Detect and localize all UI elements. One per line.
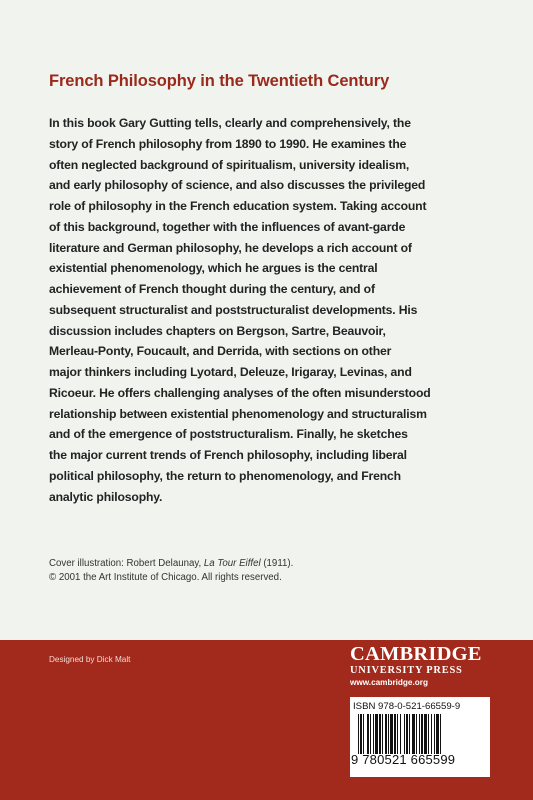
barcode-digits: 9 780521 665599 — [351, 752, 456, 767]
blurb-line: of this background, together with the influences of avant-garde — [49, 219, 406, 234]
barcode-panel — [350, 697, 490, 777]
blurb-line: existential phenomenology, which he argues is the central — [49, 261, 378, 276]
isbn-label: ISBN 978-0-521-66559-9 — [353, 701, 461, 712]
blurb-line: relationship between existential phenomenology and structuralism — [49, 406, 427, 421]
cover-credit — [49, 557, 293, 585]
publisher-subtitle: UNIVERSITY PRESS — [350, 665, 463, 676]
blurb-line: the major current trends of French philosophy, including liberal — [49, 448, 407, 462]
credit-prefix: Cover illustration: Robert Delaunay, — [49, 558, 204, 569]
book-title: French Philosophy in the Twentieth Century — [49, 72, 390, 90]
copyright-line: © 2001 the Art Institute of Chicago. All rights reserved. — [49, 572, 282, 583]
credit-work-title: La Tour Eiffel — [203, 558, 261, 569]
blurb-line: In this book Gary Gutting tells, clearly and comprehensively, the — [49, 116, 411, 130]
book-blurb — [49, 113, 509, 507]
publisher-logo — [350, 644, 490, 689]
blurb-line: often neglected background of spiritualism, university idealism, — [49, 157, 410, 172]
blurb-line: Ricoeur. He offers challenging analyses of the often misunderstood — [49, 385, 431, 400]
blurb-line: major thinkers including Lyotard, Deleuze, Irigaray, Levinas, and — [49, 365, 412, 379]
blurb-line: analytic philosophy. — [49, 489, 163, 504]
blurb-line: subsequent structuralist and poststructuralist developments. His — [49, 302, 418, 317]
blurb-line: literature and German philosophy, he develops a rich account of — [49, 240, 412, 255]
publisher-name: CAMBRIDGE — [350, 643, 482, 665]
blurb-line: and early philosophy of science, and also discusses the privileged — [49, 178, 426, 193]
publisher-url: www.cambridge.org — [350, 678, 428, 687]
blurb-line: Merleau-Ponty, Foucault, and Derrida, with sections on other — [49, 344, 392, 359]
blurb-line: role of philosophy in the French education system. Taking account — [49, 199, 427, 213]
blurb-line: achievement of French thought during the century, and of — [49, 282, 375, 296]
blurb-line: and of the emergence of poststructuralism. Finally, he sketches — [49, 427, 408, 442]
blurb-line: discussion includes chapters on Bergson, Sartre, Beauvoir, — [49, 323, 386, 338]
barcode-icon — [356, 714, 484, 754]
blurb-line: story of French philosophy from 1890 to 1990. He examines the — [49, 136, 407, 151]
cover-illustration-credit — [49, 557, 293, 571]
blurb-line: political philosophy, the return to phenomenology, and French — [49, 468, 401, 483]
credit-year: (1911). — [260, 558, 294, 569]
designer-credit: Designed by Dick Malt — [49, 655, 131, 664]
